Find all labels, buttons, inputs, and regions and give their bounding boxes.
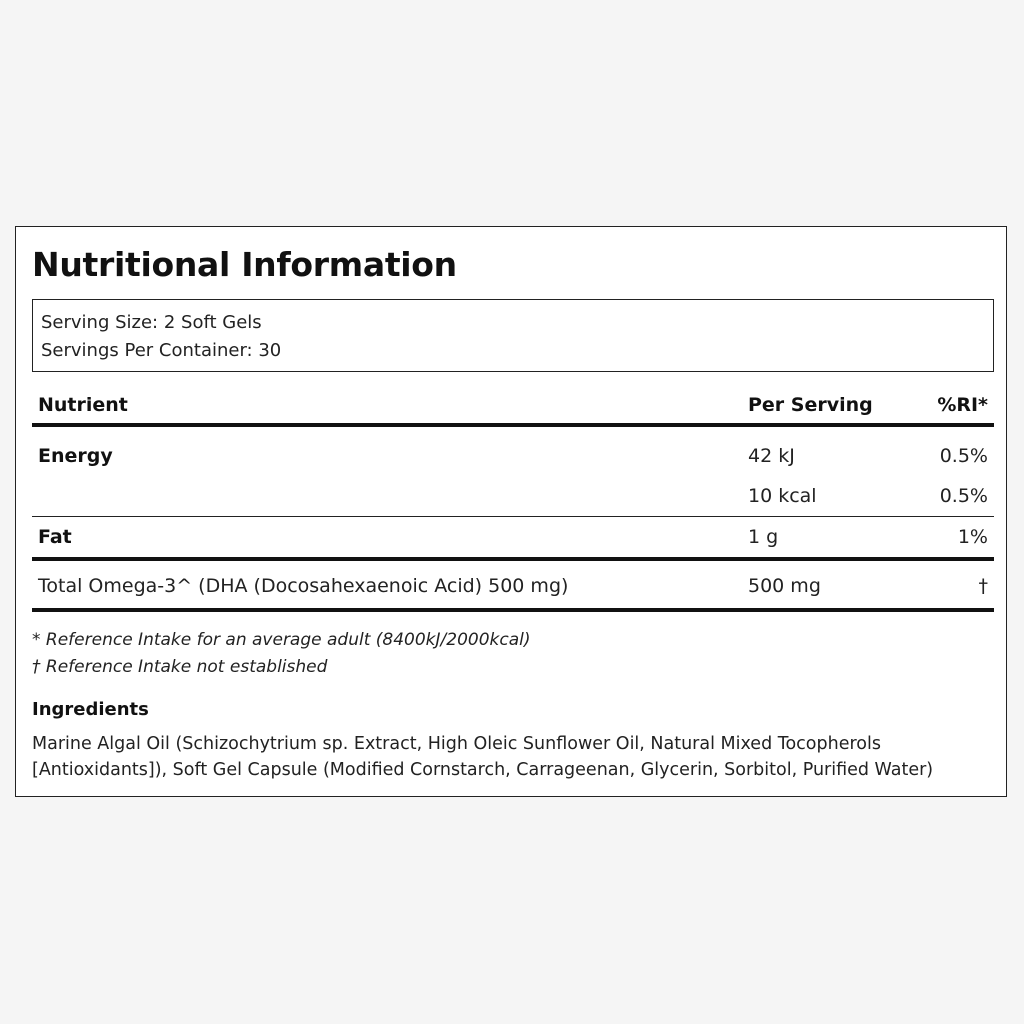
servings-per-container: Servings Per Container: 30 xyxy=(41,340,282,361)
table-row xyxy=(32,476,994,517)
table-header-row xyxy=(32,385,994,427)
ri-value: 1% xyxy=(957,526,988,548)
nutrient-name: Total Omega-3^ (DHA (Docosahexaenoic Acid) 500 mg) xyxy=(38,575,569,597)
ri-value: † xyxy=(978,575,988,597)
table-row xyxy=(32,561,994,612)
ingredients-line: [Antioxidants]), Soft Gel Capsule (Modified Cornstarch, Carrageenan, Glycerin, Sorbitol, Purified Water) xyxy=(32,760,934,780)
ingredients-text xyxy=(32,731,972,783)
header-nutrient: Nutrient xyxy=(38,394,128,416)
table-row xyxy=(32,517,994,561)
serving-info-box xyxy=(32,299,994,372)
per-serving-value: 10 kcal xyxy=(748,485,817,507)
nutrition-panel xyxy=(15,226,1007,797)
serving-size: Serving Size: 2 Soft Gels xyxy=(41,312,262,333)
ri-value: 0.5% xyxy=(939,485,988,507)
nutrient-name: Energy xyxy=(38,445,113,467)
nutrient-name: Fat xyxy=(38,526,72,548)
footnote-not-established: † Reference Intake not established xyxy=(32,657,328,677)
panel-title: Nutritional Information xyxy=(32,245,457,284)
header-ri: %RI* xyxy=(937,394,988,416)
footnotes xyxy=(32,627,531,681)
table-row xyxy=(32,436,994,476)
ri-value: 0.5% xyxy=(939,445,988,467)
per-serving-value: 1 g xyxy=(748,526,779,548)
ingredients-line: Marine Algal Oil (Schizochytrium sp. Extract, High Oleic Sunflower Oil, Natural Mixed Tocopherols xyxy=(32,734,881,754)
footnote-reference-intake: * Reference Intake for an average adult (8400kJ/2000kcal) xyxy=(32,630,531,650)
per-serving-value: 500 mg xyxy=(748,575,821,597)
ingredients-title: Ingredients xyxy=(32,699,149,720)
per-serving-value: 42 kJ xyxy=(748,445,795,467)
nutrient-table xyxy=(32,385,994,612)
header-per-serving: Per Serving xyxy=(748,394,873,416)
